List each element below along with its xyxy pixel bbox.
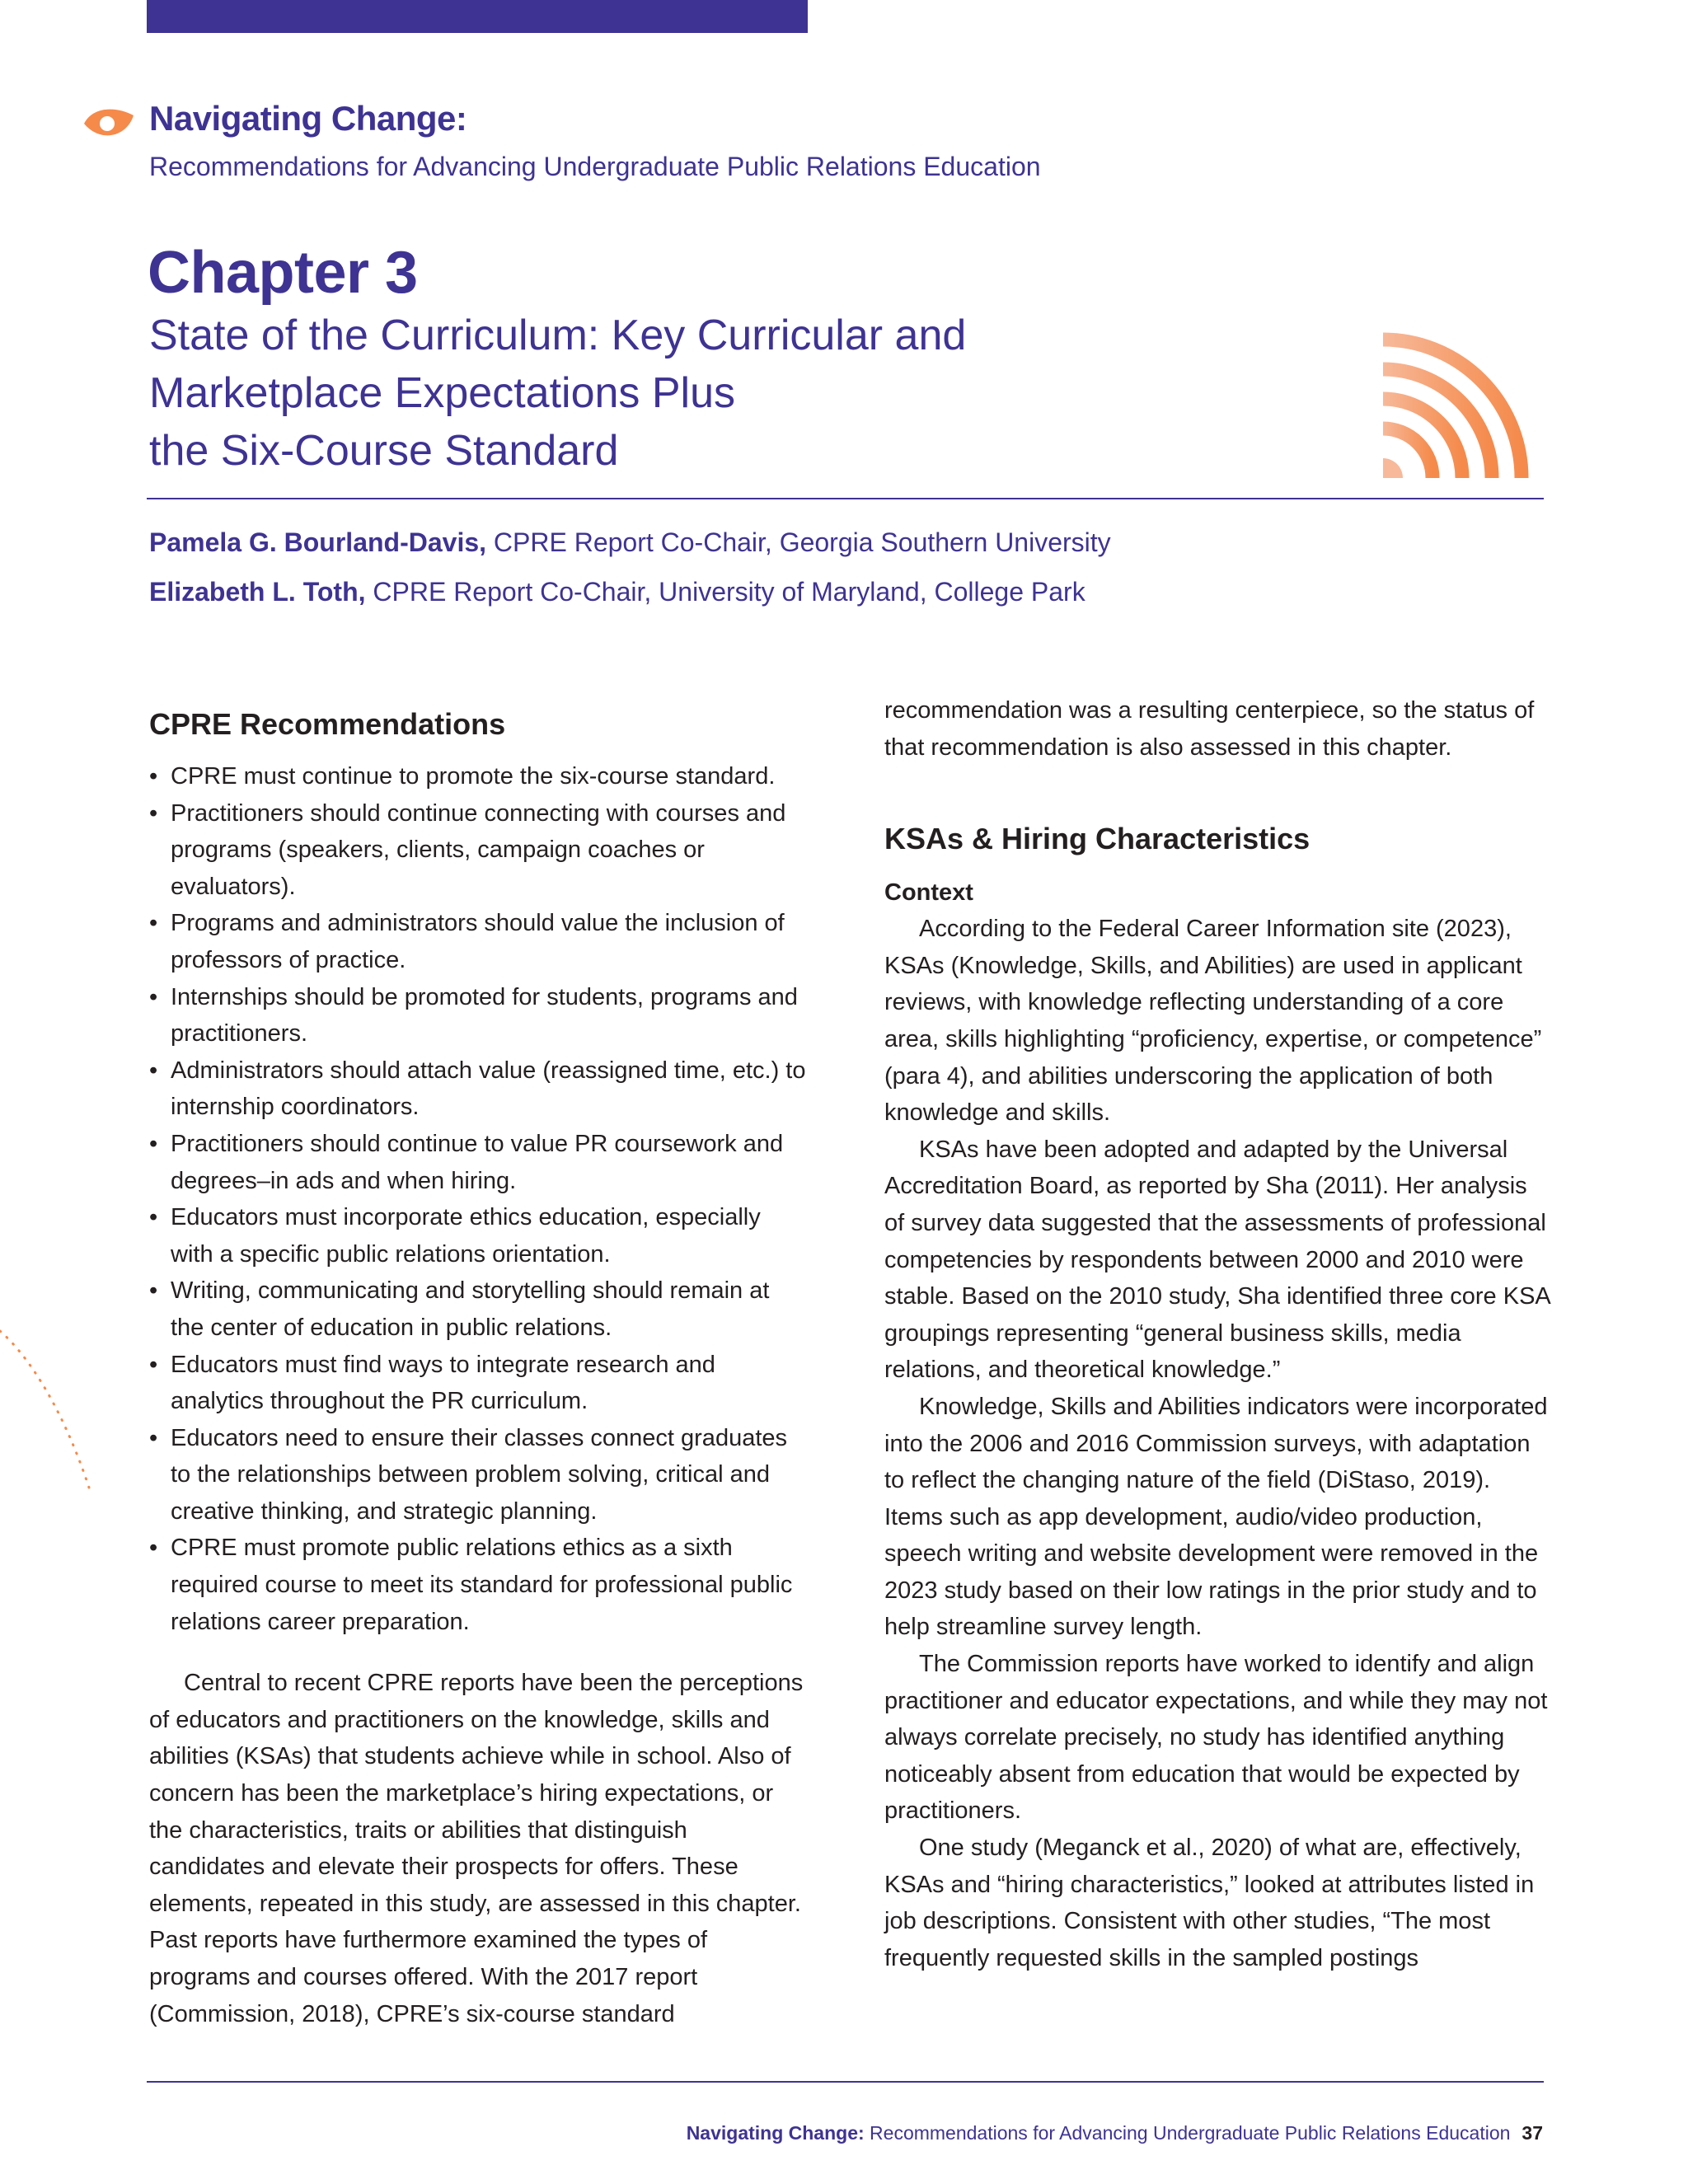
recommendation-item: • Writing, communicating and storytelling should remain at the center of education in public relations. xyxy=(149,1272,809,1346)
chapter-title-line: Marketplace Expectations Plus xyxy=(149,369,736,417)
body-paragraph: Knowledge, Skills and Abilities indicators were incorporated into the 2006 and 2016 Commission surveys, with adaptation to reflect the changing nature of the field (DiStaso, 2019). Items such as app development, audio/video production, speech writing and website development were removed in the 2023 study based on their low ratings in the prior study and to help streamline survey length. xyxy=(884,1393,1548,1641)
eye-logo-icon xyxy=(82,102,135,145)
footer-series-subtitle: Recommendations for Advancing Undergraduate Public Relations Education xyxy=(864,2122,1511,2144)
footer-divider xyxy=(147,2081,1544,2083)
author-name: Elizabeth L. Toth, xyxy=(149,577,366,607)
footer xyxy=(687,2122,1543,2144)
recommendation-item: • Educators must incorporate ethics education, especially with a specific public relations orientation. xyxy=(149,1199,809,1272)
continuation-paragraph: recommendation was a resulting centerpiece, so the status of that recommendation is also assessed in this chapter. xyxy=(884,697,1535,761)
author-line xyxy=(149,577,1085,607)
body-paragraph: One study (Meganck et al., 2020) of what are, effectively, KSAs and “hiring characteristics,” looked at attributes listed in job descriptions. Consistent with other studies, “The most frequently requested skills in the sampled postings xyxy=(884,1835,1535,1971)
page-number: 37 xyxy=(1522,2122,1543,2144)
recommendation-item: • Practitioners should continue connecting with courses and programs (speakers, clients, campaign coaches or evaluators). xyxy=(149,795,809,906)
chapter-title-line: the Six-Course Standard xyxy=(149,427,619,475)
series-subtitle: Recommendations for Advancing Undergraduate Public Relations Education xyxy=(149,152,1041,181)
footer-series-title: Navigating Change: xyxy=(686,2122,865,2144)
header-divider xyxy=(147,498,1544,499)
intro-paragraph: Central to recent CPRE reports have been the perceptions of educators and practitioners on the knowledge, skills and abilities (KSAs) that students achieve while in school. Also of concern has been the marketplace’s hiring expectations, or the characteristics, traits or abilities that distinguish candidates and elevate their prospects for offers. These elements, repeated in this study, are assessed in this chapter. Past reports have furthermore examined the types of programs and courses offered. With the 2017 report (Commission, 2018), CPRE’s six-course standard xyxy=(149,1670,804,2027)
top-accent-bar xyxy=(147,0,808,33)
recommendation-item: • Practitioners should continue to value PR coursework and degrees–in ads and when hiring. xyxy=(149,1126,809,1199)
author-role: CPRE Report Co-Chair, University of Maryland, College Park xyxy=(365,577,1085,607)
recommendation-item: • Internships should be promoted for students, programs and practitioners. xyxy=(149,979,809,1052)
recommendations-list xyxy=(149,758,809,1640)
context-subheading: Context xyxy=(884,879,973,907)
dotted-curve-decoration xyxy=(0,1319,99,1500)
author-name: Pamela G. Bourland-Davis, xyxy=(149,527,487,557)
author-role: CPRE Report Co-Chair, Georgia Southern University xyxy=(486,527,1111,557)
series-title: Navigating Change: xyxy=(149,99,467,138)
body-paragraph: The Commission reports have worked to identify and align practitioner and educator expectations, and while they may not always correlate precisely, no study has identified anything noticeably absent from education that would be expected by practitioners. xyxy=(884,1651,1548,1825)
signal-arcs-icon xyxy=(1383,317,1544,478)
body-paragraph: KSAs have been adopted and adapted by the Universal Accreditation Board, as reported by Sha (2011). Her analysis of survey data suggested that the assessments of professional competencies by respondents between 2000 and 2010 were stable. Based on the 2010 study, Sha identified three core KSA groupings representing “general business skills, media relations, and theoretical knowledge.” xyxy=(884,1136,1550,1384)
ksa-heading: KSAs & Hiring Characteristics xyxy=(884,822,1311,856)
body-paragraph: According to the Federal Career Information site (2023), KSAs (Knowledge, Skills, and Abilities) are used in applicant reviews, with knowledge reflecting understanding of a core area, skills highlighting “proficiency, expertise, or competence” (para 4), and abilities underscoring the application of both knowledge and skills. xyxy=(884,916,1542,1127)
chapter-title xyxy=(149,307,966,480)
recommendation-item: • CPRE must promote public relations ethics as a sixth required course to meet its standard for professional public relations career preparation. xyxy=(149,1530,809,1640)
recommendation-item: • Educators must find ways to integrate research and analytics throughout the PR curriculum. xyxy=(149,1347,809,1420)
recommendations-heading: CPRE Recommendations xyxy=(149,707,506,741)
chapter-title-line: State of the Curriculum: Key Curricular and xyxy=(149,312,967,359)
right-column xyxy=(884,692,1552,1976)
recommendation-item: • CPRE must continue to promote the six-course standard. xyxy=(149,758,809,795)
recommendation-item: • Educators need to ensure their classes connect graduates to the relationships between problem solving, critical and creative thinking, and strategic planning. xyxy=(149,1420,809,1530)
left-column xyxy=(149,701,809,2032)
recommendation-item: • Programs and administrators should value the inclusion of professors of practice. xyxy=(149,905,809,978)
chapter-label: Chapter 3 xyxy=(148,240,418,306)
recommendation-item: • Administrators should attach value (reassigned time, etc.) to internship coordinators. xyxy=(149,1052,809,1126)
author-line xyxy=(149,527,1111,558)
